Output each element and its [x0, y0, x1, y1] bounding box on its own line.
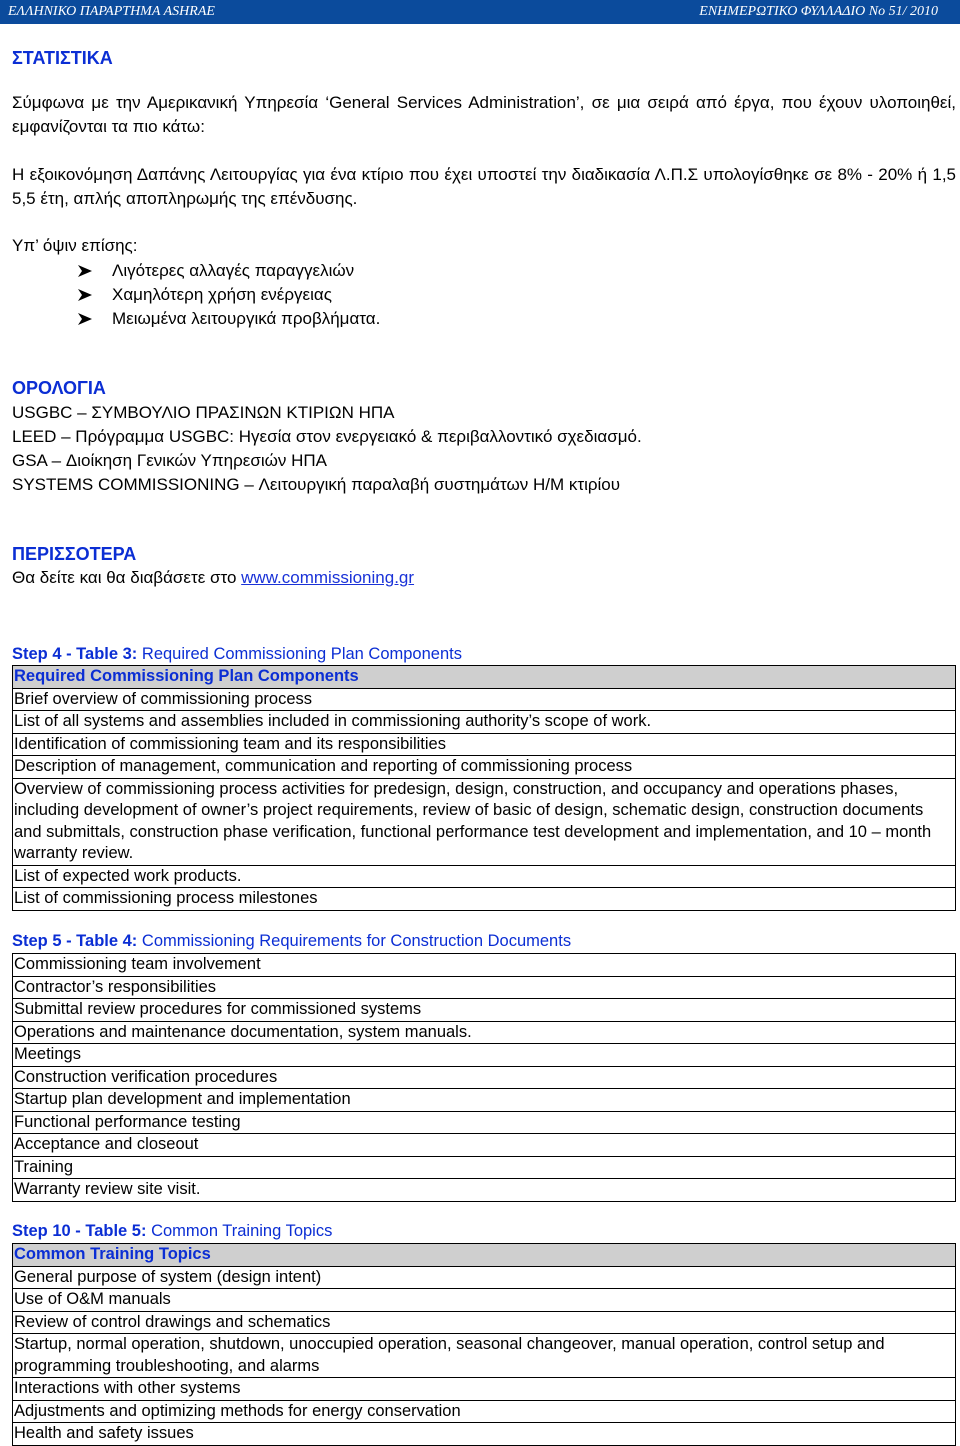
list-item-label: Μειωμένα λειτουργικά προβλήματα.	[112, 309, 381, 328]
table-cell: General purpose of system (design intent)	[13, 1266, 956, 1289]
table-row	[13, 1021, 956, 1044]
table5-caption-step: Step 10 - Table 5:	[12, 1222, 147, 1240]
table-row	[13, 711, 956, 734]
table4-caption	[12, 930, 571, 952]
table-cell: Review of control drawings and schematics	[13, 1311, 956, 1334]
table-cell: Description of management, communication and reporting of commissioning process	[13, 756, 956, 779]
table-cell: Identification of commissioning team and its responsibilities	[13, 733, 956, 756]
table4-caption-title: Commissioning Requirements for Construction Documents	[137, 932, 572, 950]
table-cell: Warranty review site visit.	[13, 1179, 956, 1202]
table-header-row	[13, 1244, 956, 1267]
table3-caption-step: Step 4 - Table 3:	[12, 645, 138, 663]
table-cell: Startup plan development and implementation	[13, 1089, 956, 1112]
table-cell: Functional performance testing	[13, 1111, 956, 1134]
table3-commissioning-plan	[12, 665, 956, 911]
statistics-paragraph: Η εξοικονόμηση Δαπάνης Λειτουργίας για ένα κτίριο που έχει υποστεί την διαδικασία Λ.Π.Σ υπολογίσθηκε σε 8% - 20% ή 1,5 5,5 έτη, απλής αποπληρωμής της επένδυσης.	[12, 165, 956, 208]
table-cell: Startup, normal operation, shutdown, unoccupied operation, seasonal changeover, manual operation, control setup and programming troubleshooting, and alarms	[13, 1334, 956, 1378]
table-row	[13, 1378, 956, 1401]
table-cell: Adjustments and optimizing methods for energy conservation	[13, 1400, 956, 1423]
table-row	[13, 888, 956, 911]
table-cell: List of commissioning process milestones	[13, 888, 956, 911]
table-cell: Contractor’s responsibilities	[13, 976, 956, 999]
terminology-heading: ΟΡΟΛΟΓΙΑ	[12, 378, 106, 398]
table-row	[13, 756, 956, 779]
table-row	[13, 1289, 956, 1312]
list-item	[78, 259, 380, 283]
table-row	[13, 954, 956, 977]
table-row	[13, 688, 956, 711]
table-header-cell: Required Commissioning Plan Components	[13, 666, 956, 689]
table5-caption	[12, 1220, 332, 1242]
term-usgbc: USGBC – ΣΥΜΒΟΥΛΙΟ ΠΡΑΣΙΝΩΝ ΚΤΙΡΙΩΝ ΗΠΑ	[12, 403, 395, 422]
table-row	[13, 1089, 956, 1112]
table5-training-topics	[12, 1243, 956, 1446]
table-row	[13, 1111, 956, 1134]
table-cell: Submittal review procedures for commissioned systems	[13, 999, 956, 1022]
table-cell: Use of O&M manuals	[13, 1289, 956, 1312]
list-item-label: Λιγότερες αλλαγές παραγγελιών	[112, 261, 355, 280]
table3-caption	[12, 643, 462, 665]
table-header-row	[13, 666, 956, 689]
more-heading: ΠΕΡΙΣΣΟΤΕΡΑ	[12, 544, 137, 564]
list-item	[78, 283, 380, 307]
table-cell: Acceptance and closeout	[13, 1134, 956, 1157]
table-cell: Meetings	[13, 1044, 956, 1067]
table-row	[13, 1044, 956, 1067]
table-row	[13, 976, 956, 999]
list-item-label: Χαμηλότερη χρήση ενέργειας	[112, 285, 332, 304]
table-row	[13, 1156, 956, 1179]
table-cell: Interactions with other systems	[13, 1378, 956, 1401]
term-gsa: GSA – Διοίκηση Γενικών Υπηρεσιών ΗΠΑ	[12, 451, 327, 470]
table-row	[13, 1311, 956, 1334]
header-issue: ΕΝΗΜΕΡΩΤΙΚΟ ΦΥΛΛΑΔΙΟ Νο 51/ 2010	[699, 4, 938, 19]
table-row	[13, 1179, 956, 1202]
table-row	[13, 1134, 956, 1157]
table-cell: Operations and maintenance documentation, system manuals.	[13, 1021, 956, 1044]
table-row	[13, 733, 956, 756]
arrow-bullet-icon	[78, 307, 112, 331]
table-cell: Training	[13, 1156, 956, 1179]
table-header-cell: Common Training Topics	[13, 1244, 956, 1267]
table-row	[13, 1066, 956, 1089]
arrow-bullet-icon	[78, 259, 112, 283]
table-row	[13, 778, 956, 865]
table3-caption-title: Required Commissioning Plan Components	[137, 645, 462, 663]
table-cell: List of all systems and assemblies included in commissioning authority’s scope of work.	[13, 711, 956, 734]
list-item	[78, 307, 380, 331]
also-label: Υπ’ όψιν επίσης:	[12, 236, 138, 255]
table4-construction-documents	[12, 953, 956, 1202]
table-cell: Construction verification procedures	[13, 1066, 956, 1089]
table5-caption-title: Common Training Topics	[146, 1222, 333, 1240]
newsletter-header-bar	[0, 0, 960, 24]
term-leed: LEED – Πρόγραμμα USGBC: Ηγεσία στον ενεργειακό & περιβαλλοντικό σχεδιασμό.	[12, 427, 642, 446]
commissioning-website-link[interactable]: www.commissioning.gr	[241, 568, 415, 587]
table-cell: Brief overview of commissioning process	[13, 688, 956, 711]
table-row	[13, 1334, 956, 1378]
statistics-heading: ΣΤΑΤΙΣΤΙΚΑ	[12, 48, 113, 68]
more-text-label: Θα δείτε και θα διαβάσετε στο	[12, 568, 242, 587]
table-row	[13, 1266, 956, 1289]
table-cell: Overview of commissioning process activities for predesign, design, construction, and occupancy and operations phases, including development of owner’s project requirements, review of basic of design, schematic design, construction documents and submittals, construction phase verification, functional performance test development and implementation, and 10 – month warranty review.	[13, 778, 956, 865]
table-cell: Commissioning team involvement	[13, 954, 956, 977]
more-text	[12, 567, 414, 589]
table-cell: List of expected work products.	[13, 865, 956, 888]
table-cell: Health and safety issues	[13, 1423, 956, 1446]
benefits-list	[78, 259, 380, 331]
arrow-bullet-icon	[78, 283, 112, 307]
table4-caption-step: Step 5 - Table 4:	[12, 932, 138, 950]
table-row	[13, 999, 956, 1022]
statistics-intro: Σύμφωνα με την Αμερικανική Υπηρεσία ‘General Services Administration’, σε μια σειρά από έργα, που έχουν υλοποιηθεί, εμφανίζονται τα πιο κάτω:	[12, 93, 956, 136]
header-organization: ΕΛΛΗΝΙΚΟ ΠΑΡΑΡΤΗΜΑ ASHRAE	[8, 4, 215, 19]
table-row	[13, 865, 956, 888]
table-row	[13, 1400, 956, 1423]
term-systems-commissioning: SYSTEMS COMMISSIONING – Λειτουργική παραλαβή συστημάτων Η/Μ κτιρίου	[12, 475, 621, 494]
table-row	[13, 1423, 956, 1446]
